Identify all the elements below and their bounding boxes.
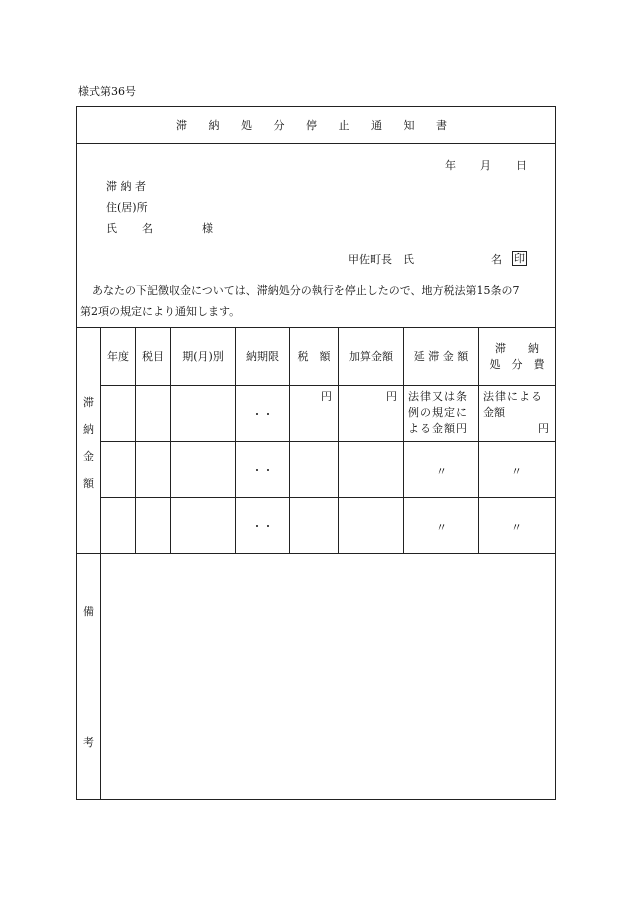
header-tax-item: 税目 xyxy=(142,350,164,363)
addressee-header: 滞 納 者 xyxy=(106,180,146,193)
row1-tax-amount-unit: 円 xyxy=(321,390,332,403)
rule-title xyxy=(77,143,555,144)
row3-due: ・・ xyxy=(251,520,274,533)
date-month: 月 xyxy=(480,159,491,172)
address-label: 住(居)所 xyxy=(106,201,148,214)
notice-frame xyxy=(76,106,556,800)
row1-fee-l2: 金額 xyxy=(483,406,505,419)
row2-fee-ditto: 〃 xyxy=(511,465,522,478)
rule-table-bottom xyxy=(77,553,555,554)
header-due: 納期限 xyxy=(246,350,279,363)
side-label-4: 額 xyxy=(83,477,94,490)
header-year: 年度 xyxy=(107,350,129,363)
row2-due: ・・ xyxy=(251,464,274,477)
row1-delinquency-l2: 例の規定に xyxy=(408,406,468,419)
remarks-label-bottom: 考 xyxy=(83,736,94,749)
name-label: 氏 名 xyxy=(106,222,154,235)
side-label-3: 金 xyxy=(83,450,94,463)
body-line-2: 第2項の規定により通知します。 xyxy=(80,305,241,318)
header-period: 期(月)別 xyxy=(182,350,224,363)
header-surcharge: 加算金額 xyxy=(349,350,393,363)
issuer-title: 甲佐町長 氏 xyxy=(348,253,414,266)
date-year: 年 xyxy=(445,159,456,172)
header-fee-line-1: 滞 納 xyxy=(495,342,539,355)
rule-body xyxy=(77,327,555,328)
header-delinquency: 延 滞 金 額 xyxy=(413,350,469,363)
side-label-2: 納 xyxy=(83,423,94,436)
row1-delinquency-l1: 法律又は条 xyxy=(408,390,468,403)
row1-surcharge-unit: 円 xyxy=(386,390,397,403)
row1-fee-l1: 法律による xyxy=(483,390,543,403)
row3-fee-ditto: 〃 xyxy=(511,521,522,534)
row3-delinquency-ditto: 〃 xyxy=(436,521,447,534)
form-number: 様式第36号 xyxy=(78,85,136,98)
row1-due: ・・ xyxy=(251,408,274,421)
honorific: 様 xyxy=(202,222,213,235)
rule-side xyxy=(100,328,101,799)
date-day: 日 xyxy=(516,159,527,172)
remarks-label-top: 備 xyxy=(83,605,94,618)
row1-fee-l3: 円 xyxy=(538,422,549,435)
document-title: 滞 納 処 分 停 止 通 知 書 xyxy=(176,119,456,132)
side-label-1: 滞 xyxy=(83,396,94,409)
body-line-1: あなたの下記徴収金については、滞納処分の執行を停止したので、地方税法第15条の7 xyxy=(92,284,520,297)
seal-mark: 印 xyxy=(514,252,525,265)
row1-delinquency-l3: よる金額円 xyxy=(408,422,468,435)
header-fee-line-2: 処 分 費 xyxy=(489,358,545,371)
issuer-name-label: 名 xyxy=(491,253,502,266)
header-tax-amount: 税 額 xyxy=(297,350,331,363)
row2-delinquency-ditto: 〃 xyxy=(436,465,447,478)
